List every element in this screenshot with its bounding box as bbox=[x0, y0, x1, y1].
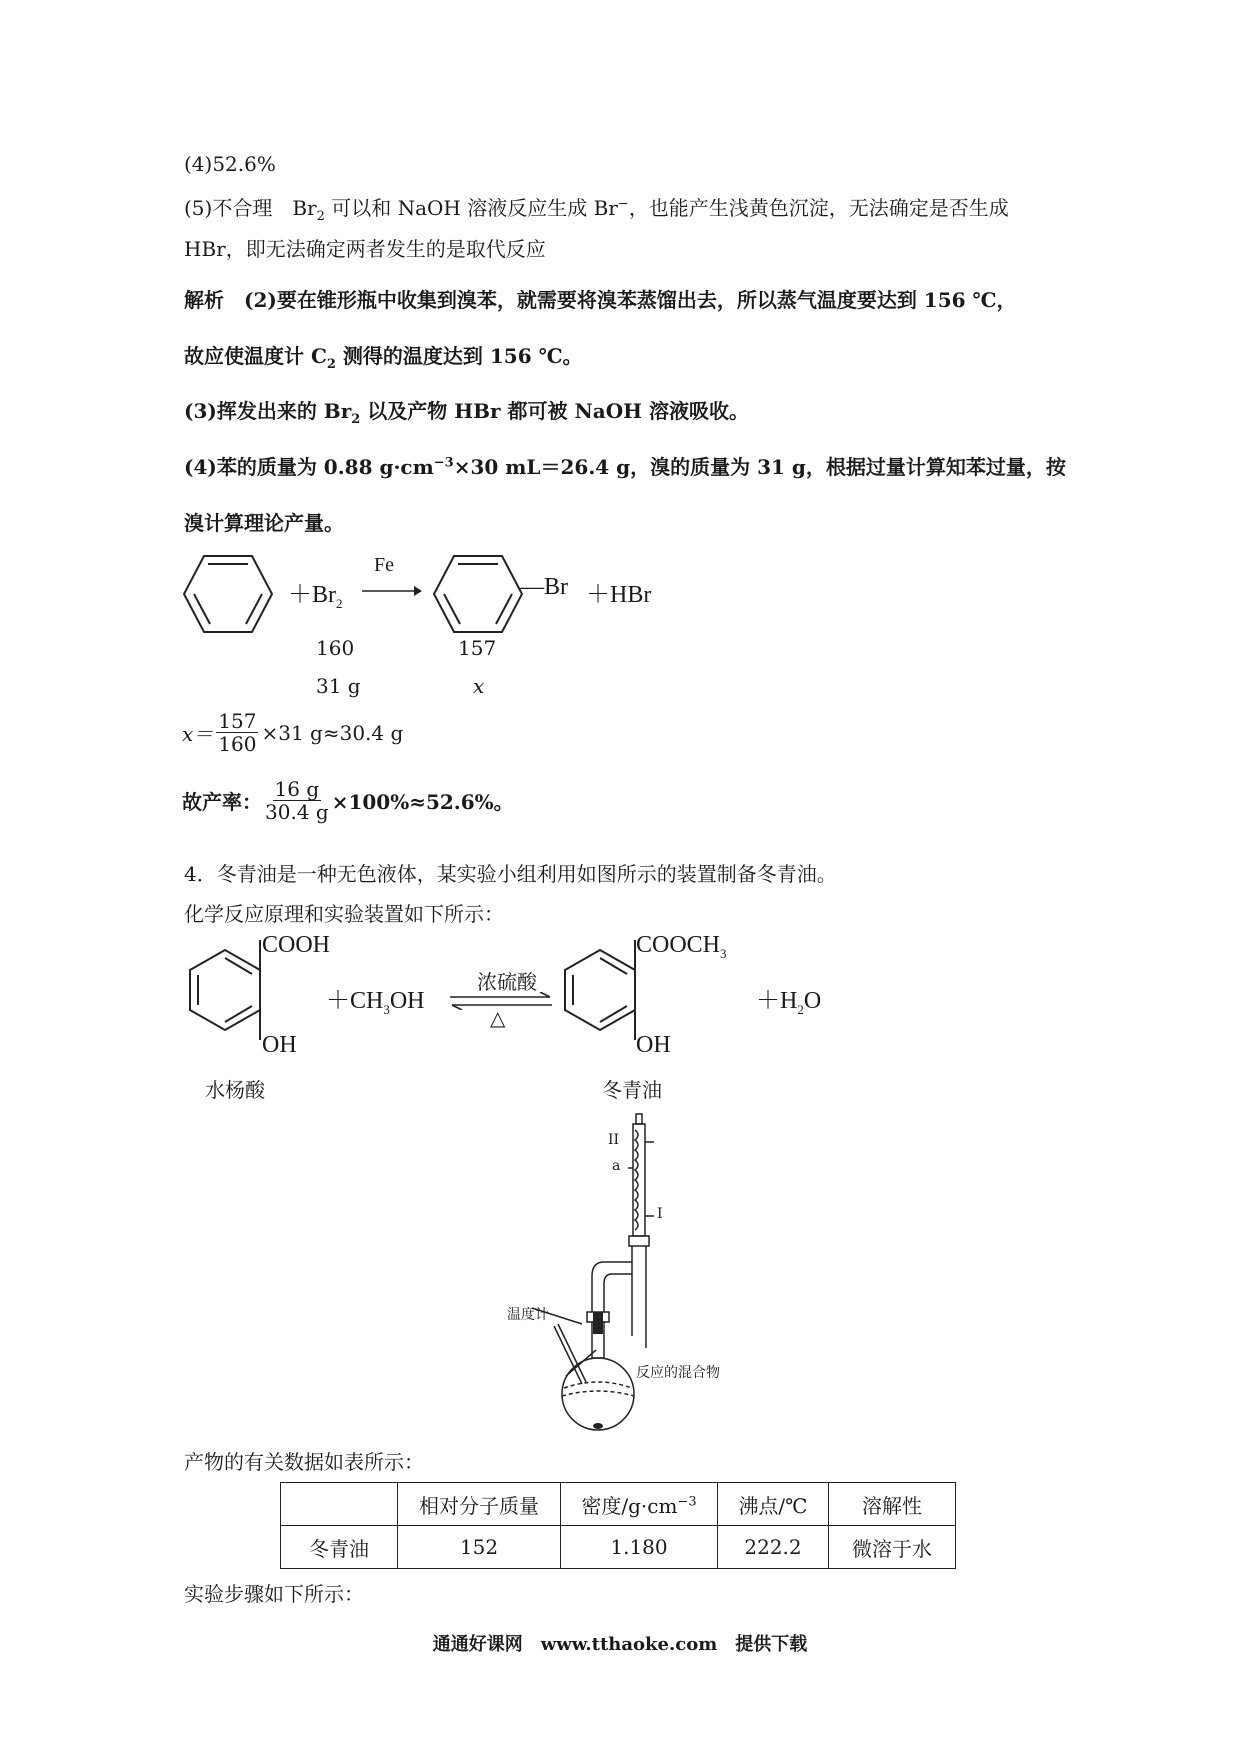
reaction1-plus-br2 bbox=[288, 574, 343, 612]
table-intro: 产物的有关数据如表所示： bbox=[184, 1450, 424, 1474]
answer-4: (4)52.6% bbox=[184, 152, 276, 176]
reaction2-condition-bottom: △ bbox=[490, 1006, 506, 1030]
apparatus-diagram bbox=[500, 1112, 760, 1432]
mr-br2: 160 bbox=[316, 636, 355, 660]
analysis-line-3-sub: 2 bbox=[351, 412, 361, 427]
salicylic-oh: OH bbox=[262, 1032, 297, 1058]
density-header-sup: −3 bbox=[677, 1493, 697, 1509]
table-row bbox=[281, 1526, 956, 1569]
page-footer: 通通好课网 www.tthaoke.com 提供下载 bbox=[432, 1634, 808, 1655]
reaction2-plus-methanol bbox=[326, 980, 425, 1018]
reaction1-br2-sub: 2 bbox=[336, 595, 343, 611]
bromobenzene-ring-icon bbox=[430, 552, 526, 636]
answer-5-text-b: 可以和 NaOH 溶液反应生成 Br bbox=[324, 196, 618, 220]
name-salicylic-acid: 水杨酸 bbox=[205, 1078, 265, 1102]
analysis-line-4-b: ×30 mL＝26.4 g，溴的质量为 31 g，根据过量计算知苯过量，按 bbox=[453, 455, 1066, 479]
reaction2-plus-water bbox=[756, 980, 821, 1018]
answer-5-text-c: ，也能产生浅黄色沉淀，无法确定是否生成 bbox=[628, 196, 1009, 220]
analysis-line-4-sup: −3 bbox=[433, 455, 454, 471]
analysis-line-3-b: 以及产物 HBr 都可被 NaOH 溶液吸收。 bbox=[360, 399, 750, 423]
answer-5-line1 bbox=[184, 192, 1009, 224]
table-cell-boiling-point: 222.2 bbox=[718, 1526, 829, 1569]
table-cell-molar-mass: 152 bbox=[398, 1526, 561, 1569]
name-wintergreen-oil: 冬青油 bbox=[602, 1078, 662, 1102]
steps-intro: 实验步骤如下所示： bbox=[184, 1582, 364, 1606]
analysis-line-1: 解析 (2)要在锥形瓶中收集到溴苯，就需要将溴苯蒸馏出去，所以蒸气温度要达到 156 ℃， bbox=[184, 288, 1017, 312]
wintergreen-cooch3 bbox=[636, 932, 727, 962]
product-data-table bbox=[280, 1482, 956, 1569]
apparatus-label-i: I bbox=[657, 1206, 663, 1222]
answer-5-sub: 2 bbox=[316, 209, 325, 224]
mass-bromobenzene: x bbox=[473, 674, 485, 698]
answer-5-line2: HBr，即无法确定两者发生的是取代反应 bbox=[184, 237, 546, 261]
table-header-molar-mass: 相对分子质量 bbox=[398, 1483, 561, 1526]
cooch3-text: COOCH bbox=[636, 932, 721, 958]
table-header-empty bbox=[281, 1483, 398, 1526]
x-calculation bbox=[182, 710, 403, 755]
reaction2-condition-top: 浓硫酸 bbox=[477, 970, 537, 994]
reaction1-br2-text: ＋Br bbox=[288, 582, 336, 608]
x-fraction-numerator: 157 bbox=[218, 709, 257, 733]
analysis-line-2 bbox=[184, 340, 583, 372]
analysis-line-4 bbox=[184, 451, 1066, 480]
apparatus-label-ii: II bbox=[608, 1132, 620, 1148]
mass-br2: 31 g bbox=[316, 674, 361, 698]
table-cell-name: 冬青油 bbox=[281, 1526, 398, 1569]
table-header-density bbox=[561, 1483, 718, 1526]
answer-5-text-a: (5)不合理 Br bbox=[184, 196, 317, 220]
analysis-line-2-a: 故应使温度计 C bbox=[184, 344, 327, 368]
mr-bromobenzene: 157 bbox=[458, 636, 497, 660]
apparatus-label-mixture: 反应的混合物 bbox=[636, 1365, 720, 1381]
reaction1-catalyst: Fe bbox=[374, 554, 394, 576]
table-cell-solubility: 微溶于水 bbox=[829, 1526, 956, 1569]
table-cell-density: 1.180 bbox=[561, 1526, 718, 1569]
x-fraction bbox=[216, 710, 258, 755]
table-header-boiling-point: 沸点/℃ bbox=[718, 1483, 829, 1526]
question-4-line1: 4．冬青油是一种无色液体，某实验小组利用如图所示的装置制备冬青油。 bbox=[184, 862, 837, 886]
x-rest: ×31 g≈30.4 g bbox=[261, 720, 404, 745]
table-header-row bbox=[281, 1483, 956, 1526]
water-text-a: ＋H bbox=[756, 988, 798, 1014]
analysis-line-3-a: (3)挥发出来的 Br bbox=[184, 399, 352, 423]
analysis-line-5: 溴计算理论产量。 bbox=[184, 511, 344, 535]
yield-fraction-numerator: 16 g bbox=[274, 777, 320, 801]
benzene-ring-icon bbox=[180, 552, 276, 636]
x-fraction-denominator: 160 bbox=[218, 732, 257, 756]
analysis-line-2-sub: 2 bbox=[326, 357, 336, 372]
reaction1-br-substituent: —Br bbox=[520, 574, 568, 600]
yield-lhs: 故产率： bbox=[182, 790, 262, 814]
yield-rest: ×100%≈52.6%。 bbox=[331, 790, 514, 814]
density-header-text: 密度/g·cm bbox=[581, 1493, 678, 1518]
analysis-line-3 bbox=[184, 395, 749, 427]
methanol-sub: 3 bbox=[383, 1001, 390, 1017]
methanol-text-a: ＋CH bbox=[326, 988, 384, 1014]
wintergreen-oh: OH bbox=[636, 1032, 671, 1058]
water-sub: 2 bbox=[797, 1001, 804, 1017]
water-text-b: O bbox=[803, 988, 822, 1014]
reaction-arrow-icon bbox=[362, 584, 422, 598]
cooch3-sub: 3 bbox=[720, 945, 727, 961]
x-lhs: x＝ bbox=[182, 722, 214, 746]
apparatus-label-a: a bbox=[612, 1158, 621, 1174]
analysis-line-2-b: 测得的温度达到 156 ℃。 bbox=[335, 344, 583, 368]
yield-fraction-denominator: 30.4 g bbox=[265, 800, 329, 824]
reaction1-plus-hbr: ＋HBr bbox=[586, 582, 652, 608]
salicylic-cooh: COOH bbox=[262, 932, 331, 958]
methanol-text-b: OH bbox=[389, 988, 425, 1014]
question-4-line2: 化学反应原理和实验装置如下所示： bbox=[184, 902, 504, 926]
yield-fraction bbox=[265, 778, 329, 823]
apparatus-label-thermometer: 温度计 bbox=[507, 1307, 549, 1323]
table-header-solubility: 溶解性 bbox=[829, 1483, 956, 1526]
analysis-line-4-a: (4)苯的质量为 0.88 g·cm bbox=[184, 455, 434, 479]
answer-5-sup: − bbox=[617, 196, 629, 212]
yield-calculation bbox=[182, 778, 514, 823]
